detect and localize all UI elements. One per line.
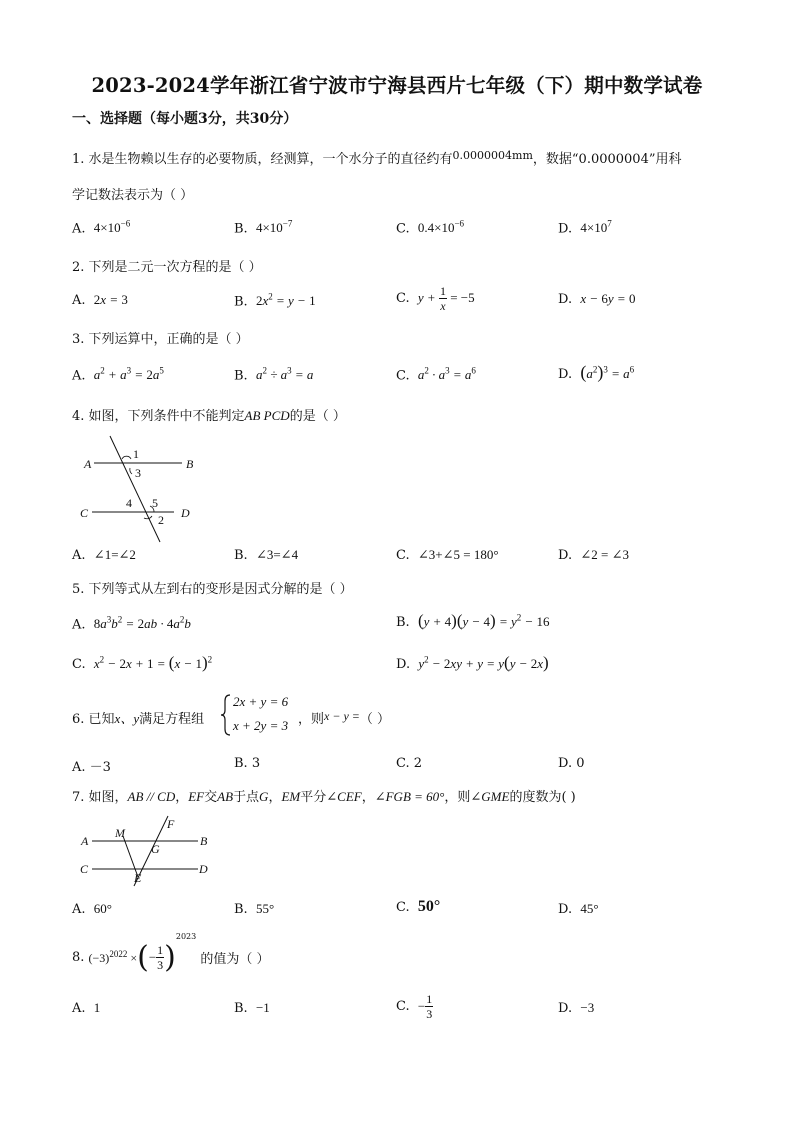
q7-option-c[interactable]: C. 50° <box>396 898 441 915</box>
fig7-label-m: M <box>115 826 125 840</box>
fig4-label-c: C <box>80 506 89 520</box>
q4-option-b[interactable]: B. ∠3=∠4 <box>234 547 299 563</box>
q1-option-b[interactable]: B. $4\times 10^{-7}$ <box>234 219 293 237</box>
q6-option-c[interactable]: C. 2 <box>396 756 423 771</box>
fig7-label-e: E <box>134 871 142 885</box>
q2-option-a[interactable]: A. 2x = 3 <box>72 292 128 308</box>
q1-option-a[interactable]: A. $4\times 10^{-6}$ <box>72 219 131 237</box>
q8-option-d[interactable]: D. −3 <box>558 1000 595 1016</box>
q3-option-c[interactable]: C. $a^2 \cdot a^3 = a^6$ <box>396 366 476 384</box>
q1-text-b: ，数据“0.0000004”用科 <box>532 152 682 167</box>
question-6-stem-b: ，则x − y =（ ） <box>298 709 391 727</box>
q8-option-a[interactable]: A. 1 <box>72 1000 101 1016</box>
q8-option-b[interactable]: B. −1 <box>234 1000 270 1016</box>
question-8-stem: 8. $(-3)^{2022}$ ×(− $\frac{1}{3}$ )$^{2023}$ 的值为（ ） <box>72 932 270 975</box>
fig7-label-c: C <box>80 862 89 876</box>
q5-option-d[interactable]: D. $y^2 - 2xy + y = y(y - 2x)$ <box>396 653 549 672</box>
fig4-angle-4: 4 <box>126 496 132 510</box>
question-1-stem <box>72 148 682 167</box>
fig7-label-f: F <box>167 817 175 831</box>
fig7-label-g: G <box>151 842 160 856</box>
q6-vars: x、y <box>114 711 140 726</box>
fig4-label-b: B <box>186 457 194 471</box>
q4-option-d[interactable]: D. ∠2 = ∠3 <box>558 547 629 563</box>
question-6-stem-a: 6. 已知x、y满足方程组 <box>72 711 205 727</box>
question-2-stem: 2. 下列是二元一次方程的是（ ） <box>72 260 262 275</box>
page-title: 2023-2024学年浙江省宁波市宁海县西片七年级（下）期中数学试卷 <box>91 74 703 97</box>
q6-option-a[interactable]: A. －3 <box>72 760 111 775</box>
question-7-stem: 7. 如图，AB // CD，EF交AB于点G，EM平分∠CEF，∠FGB = 60°，则∠GME的度数为( ) <box>72 789 576 805</box>
q1-value: 0.0000004mm <box>452 149 533 162</box>
q6-option-b[interactable]: B. 3 <box>234 756 261 771</box>
q5-option-a[interactable]: A. $8a^3b^2 = 2ab \cdot 4a^2b$ <box>72 615 191 633</box>
section-heading: 一、选择题（每小题3分，共30分） <box>72 111 298 127</box>
q3-option-d[interactable]: D. $(a^2)^3 = a^6$ <box>558 362 635 382</box>
fig7-label-a: A <box>81 834 89 848</box>
q5-option-b[interactable]: B. $(y + 4)(y - 4) = y^2 - 16$ <box>396 611 550 630</box>
q7-option-a[interactable]: A. 60° <box>72 901 112 917</box>
q2-option-b[interactable]: B. $2x^2 = y - 1$ <box>234 292 316 310</box>
question-4-stem: 4. 如图，下列条件中不能判定AB PCD的是（ ） <box>72 408 346 424</box>
q1-option-c[interactable]: C. $0.4\times 10^{-6}$ <box>396 219 465 237</box>
fig4-angle-2: 2 <box>158 513 164 527</box>
q6-brace <box>220 693 232 737</box>
q4-option-a[interactable]: A. ∠1=∠2 <box>72 547 136 563</box>
question-3-stem: 3. 下列运算中，正确的是（ ） <box>72 332 249 347</box>
q8-option-c[interactable]: C. − $\frac{1}{3}$ <box>396 992 433 1021</box>
q1-text-a: 1. 水是生物赖以生存的必要物质，经测算，一个水分子的直径约有 <box>72 152 453 167</box>
q4-option-c[interactable]: C. ∠3+∠5 = 180° <box>396 547 499 563</box>
question-5-stem: 5. 下列等式从左到右的变形是因式分解的是（ ） <box>72 582 353 597</box>
q3-option-a[interactable]: A. $a^2 + a^3 = 2a^5$ <box>72 366 164 384</box>
q6-equation-1: 2x + y = 6 <box>233 694 289 709</box>
q6-equation-2: x + 2y = 3 <box>233 718 289 733</box>
q7-option-b[interactable]: B. 55° <box>234 901 275 917</box>
fig4-label-a: A <box>84 457 92 471</box>
fig4-label-d: D <box>181 506 190 520</box>
q5-option-c[interactable]: C. $x^2 - 2x + 1 = (x - 1)^2$ <box>72 653 213 672</box>
fig4-angle-3: 3 <box>135 466 141 480</box>
fig4-angle-1: 1 <box>133 447 139 461</box>
q2-option-d[interactable]: D. x − 6y = 0 <box>558 291 636 307</box>
q1-option-d[interactable]: D. $4\times 10^7$ <box>558 219 612 237</box>
q2-option-c[interactable]: C. y + $\frac{1}{x}$ = −5 <box>396 284 475 313</box>
q6-option-d[interactable]: D. 0 <box>558 756 585 771</box>
q3-option-b[interactable]: B. $a^2 \div a^3 = a$ <box>234 366 314 384</box>
q4-figure <box>78 432 208 550</box>
q4-math: AB PCD <box>244 408 290 423</box>
fig7-label-d: D <box>199 862 208 876</box>
q7-figure <box>78 812 218 888</box>
fig4-angle-5: 5 <box>152 496 158 510</box>
fig7-label-b: B <box>200 834 208 848</box>
q7-option-d[interactable]: D. 45° <box>558 901 599 917</box>
question-1-stem-cont: 学记数法表示为（ ） <box>72 188 194 203</box>
